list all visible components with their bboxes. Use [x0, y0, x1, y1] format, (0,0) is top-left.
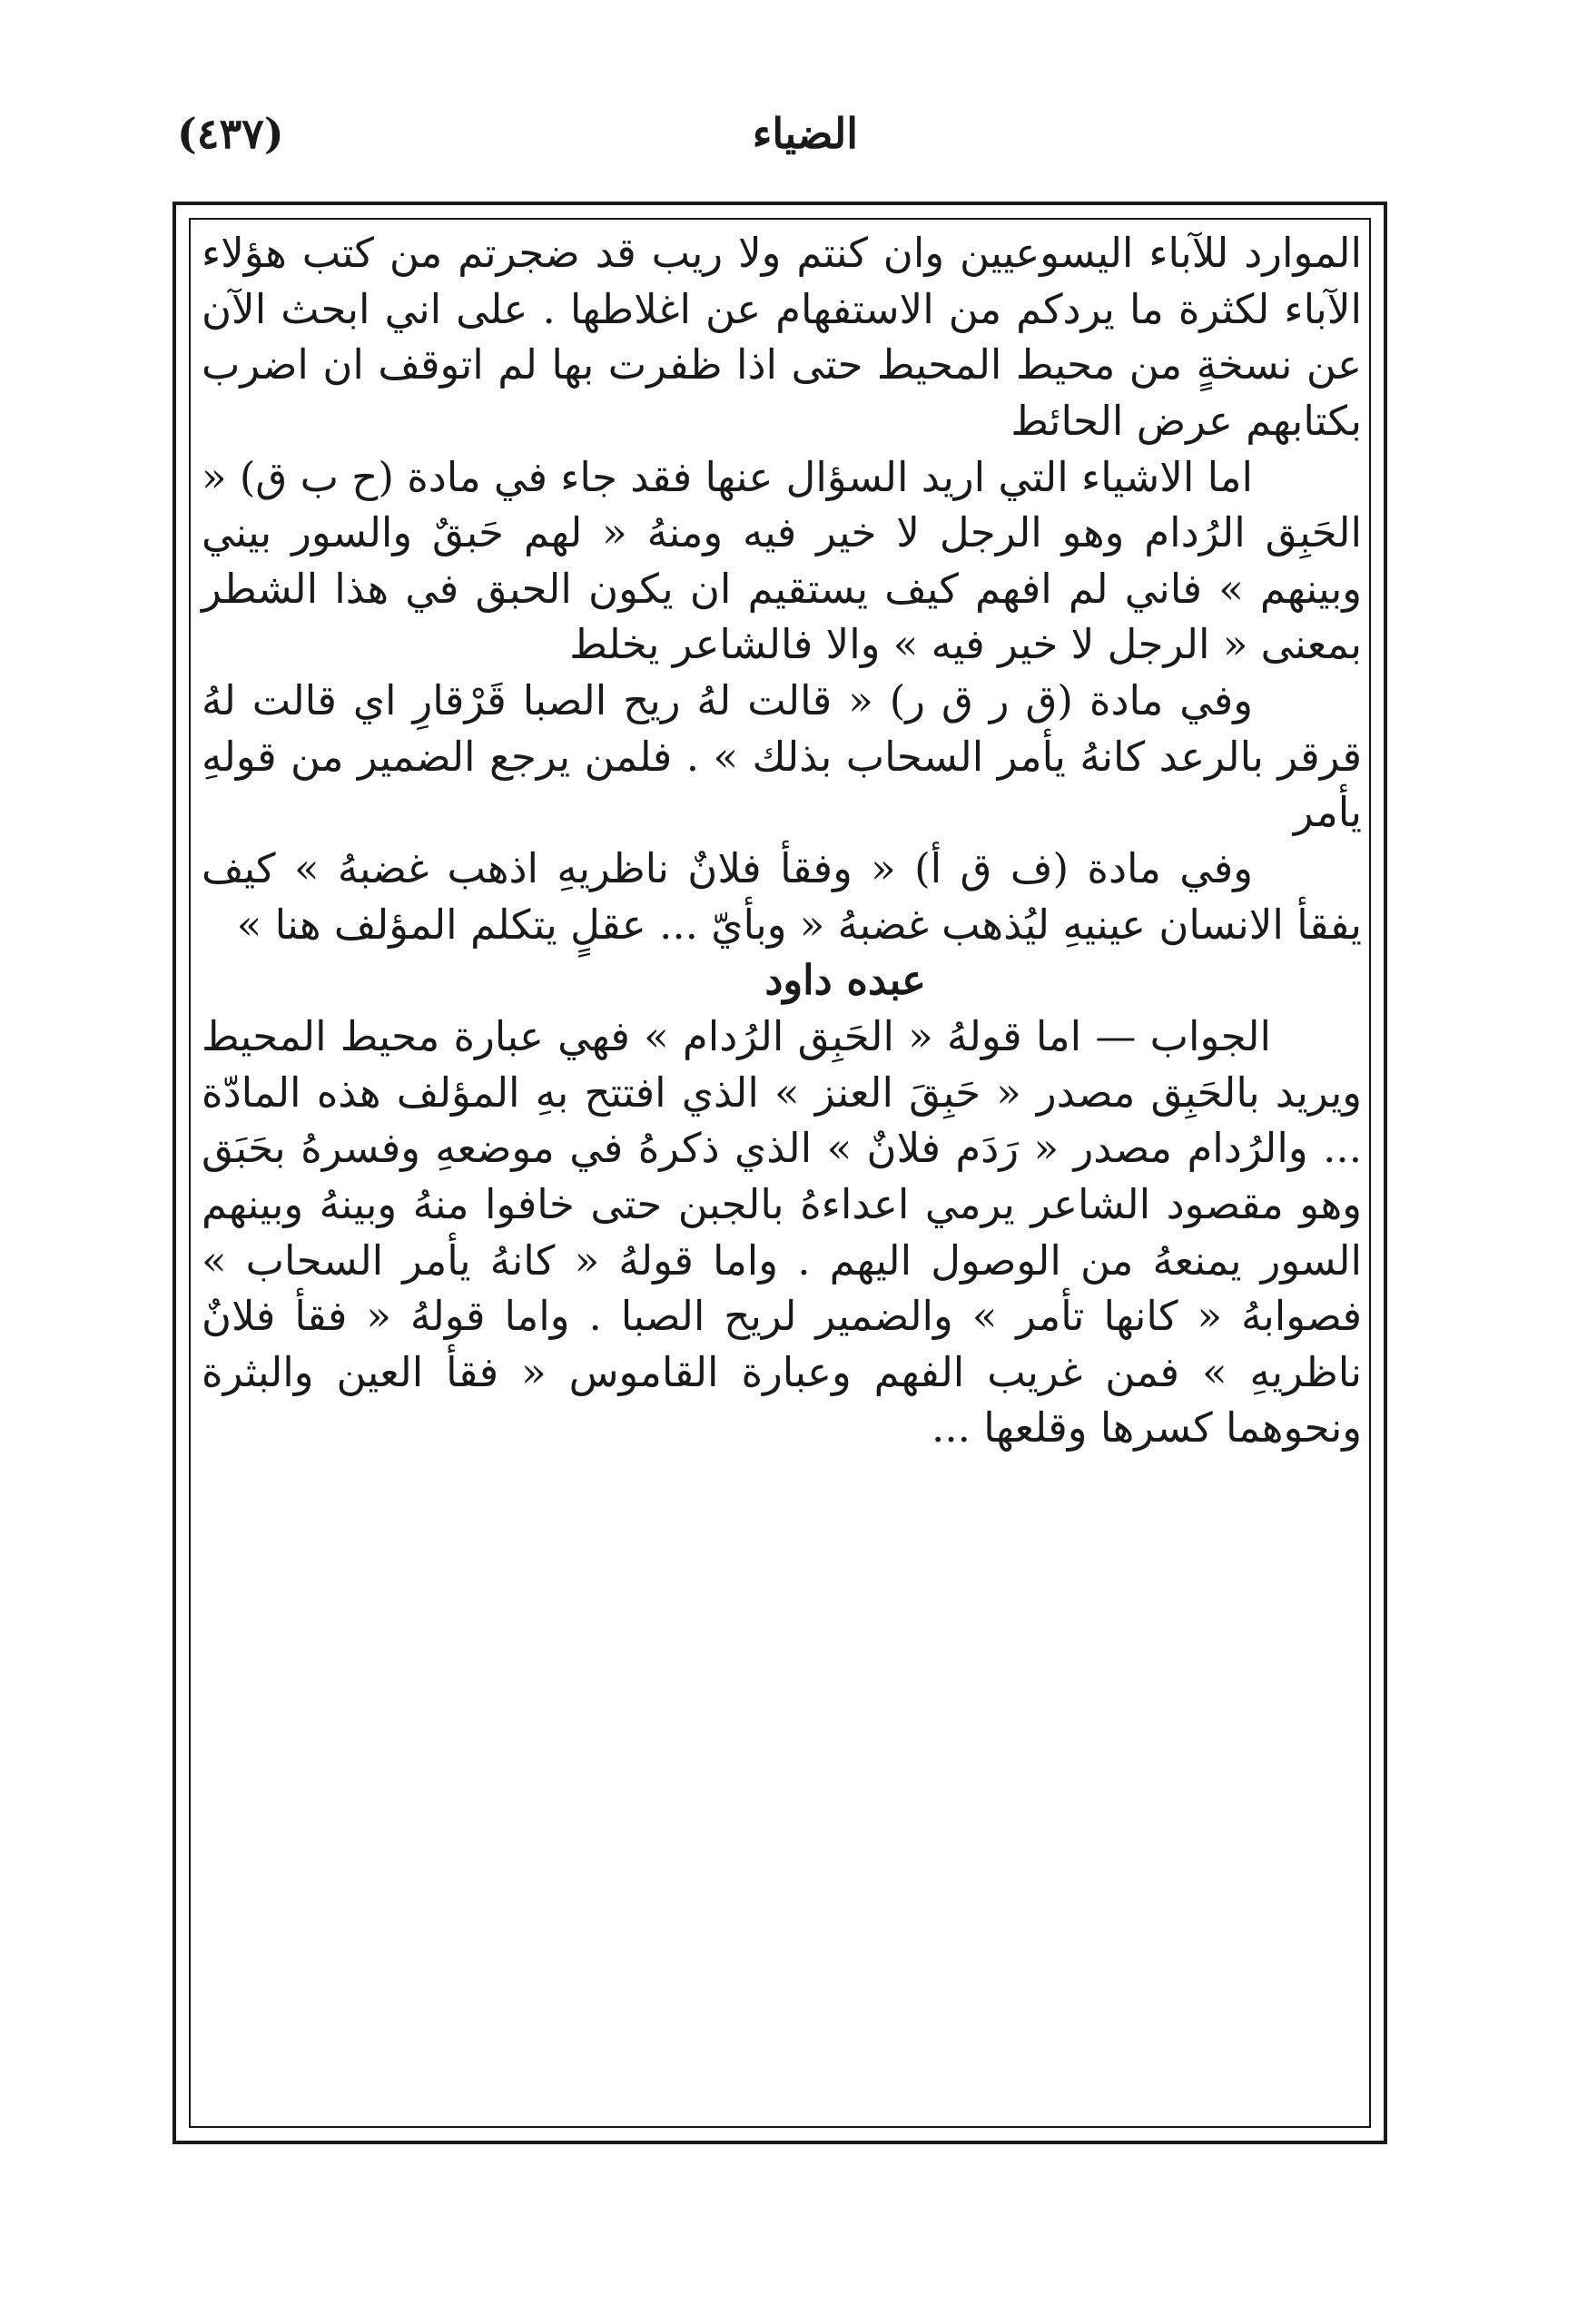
- page-body: [202, 225, 1362, 2122]
- page-header: [177, 109, 1385, 191]
- letter-paragraph-2: اما الاشياء التي اريد السؤال عنها فقد جاء في مادة (ح ب ق) « الحَبِق الرُدام وهو الرجل لا خير فيه ومنهُ « لهم حَبقٌ والسور بيني وبينهم » فاني لم افهم كيف يستقيم ان يكون الحبق في هذا الشطر بمعنى « الرجل لا خير فيه » والا فالشاعر يخلط: [202, 452, 1362, 669]
- letter-paragraph-1: الموارد للآباء اليسوعيين وان كنتم ولا ريب قد ضجرتم من كتب هؤلاء الآباء لكثرة ما يردكم من الاستفهام عن اغلاطها . على اني ابحث الآن عن نسخةٍ من محيط المحيط حتى اذا ظفرت بها لم اتوقف ان اضرب بكتابهم عرض الحائط: [202, 229, 1362, 445]
- page-frame: [172, 202, 1387, 2144]
- letter-paragraph-3: وفي مادة (ق ر ق ر) « قالت لهُ ريح الصبا قَرْقارِ اي قالت لهُ قرقر بالرعد كانهُ يأمر السحاب بذلك » . فلمن يرجع الضمير من قولهِ يأمر: [202, 676, 1362, 837]
- answer-paragraph: الجواب — اما قولهُ « الحَبِق الرُدام » فهي عبارة محيط المحيط ويريد بالحَبِق مصدر « حَبِقَ العنز » الذي افتتح بهِ المؤلف هذه المادّة ... والرُدام مصدر « رَدَم فلانٌ » الذي ذكرهُ في موضعهِ وفسرهُ بحَبَق وهو مقصود الشاعر يرمي اعداءهُ بالجبن حتى خافوا منهُ وبينهُ وبينهم السور يمنعهُ من الوصول اليهم . واما قولهُ « كانهُ يأمر السحاب » فصوابهُ « كانها تأمر » والضمير لريح الصبا . واما قولهُ « فقأ فلانٌ ناظريهِ » فمن غريب الفهم وعبارة القاموس « فقأ العين والبثرة ونحوهما كسرها وقلعها ...: [202, 1011, 1362, 1452]
- letter-paragraph-4: وفي مادة (ف ق أ) « وفقأ فلانٌ ناظريهِ اذهب غضبهُ » كيف يفقأ الانسان عينيهِ ليُذهب غضبهُ « وبأيّ ... عقلٍ يتكلم المؤلف هنا »: [202, 844, 1362, 949]
- page-number: (٤٣٧): [177, 109, 284, 158]
- journal-title: الضياء: [752, 109, 858, 158]
- letter-signature: عبده داود: [764, 956, 926, 1005]
